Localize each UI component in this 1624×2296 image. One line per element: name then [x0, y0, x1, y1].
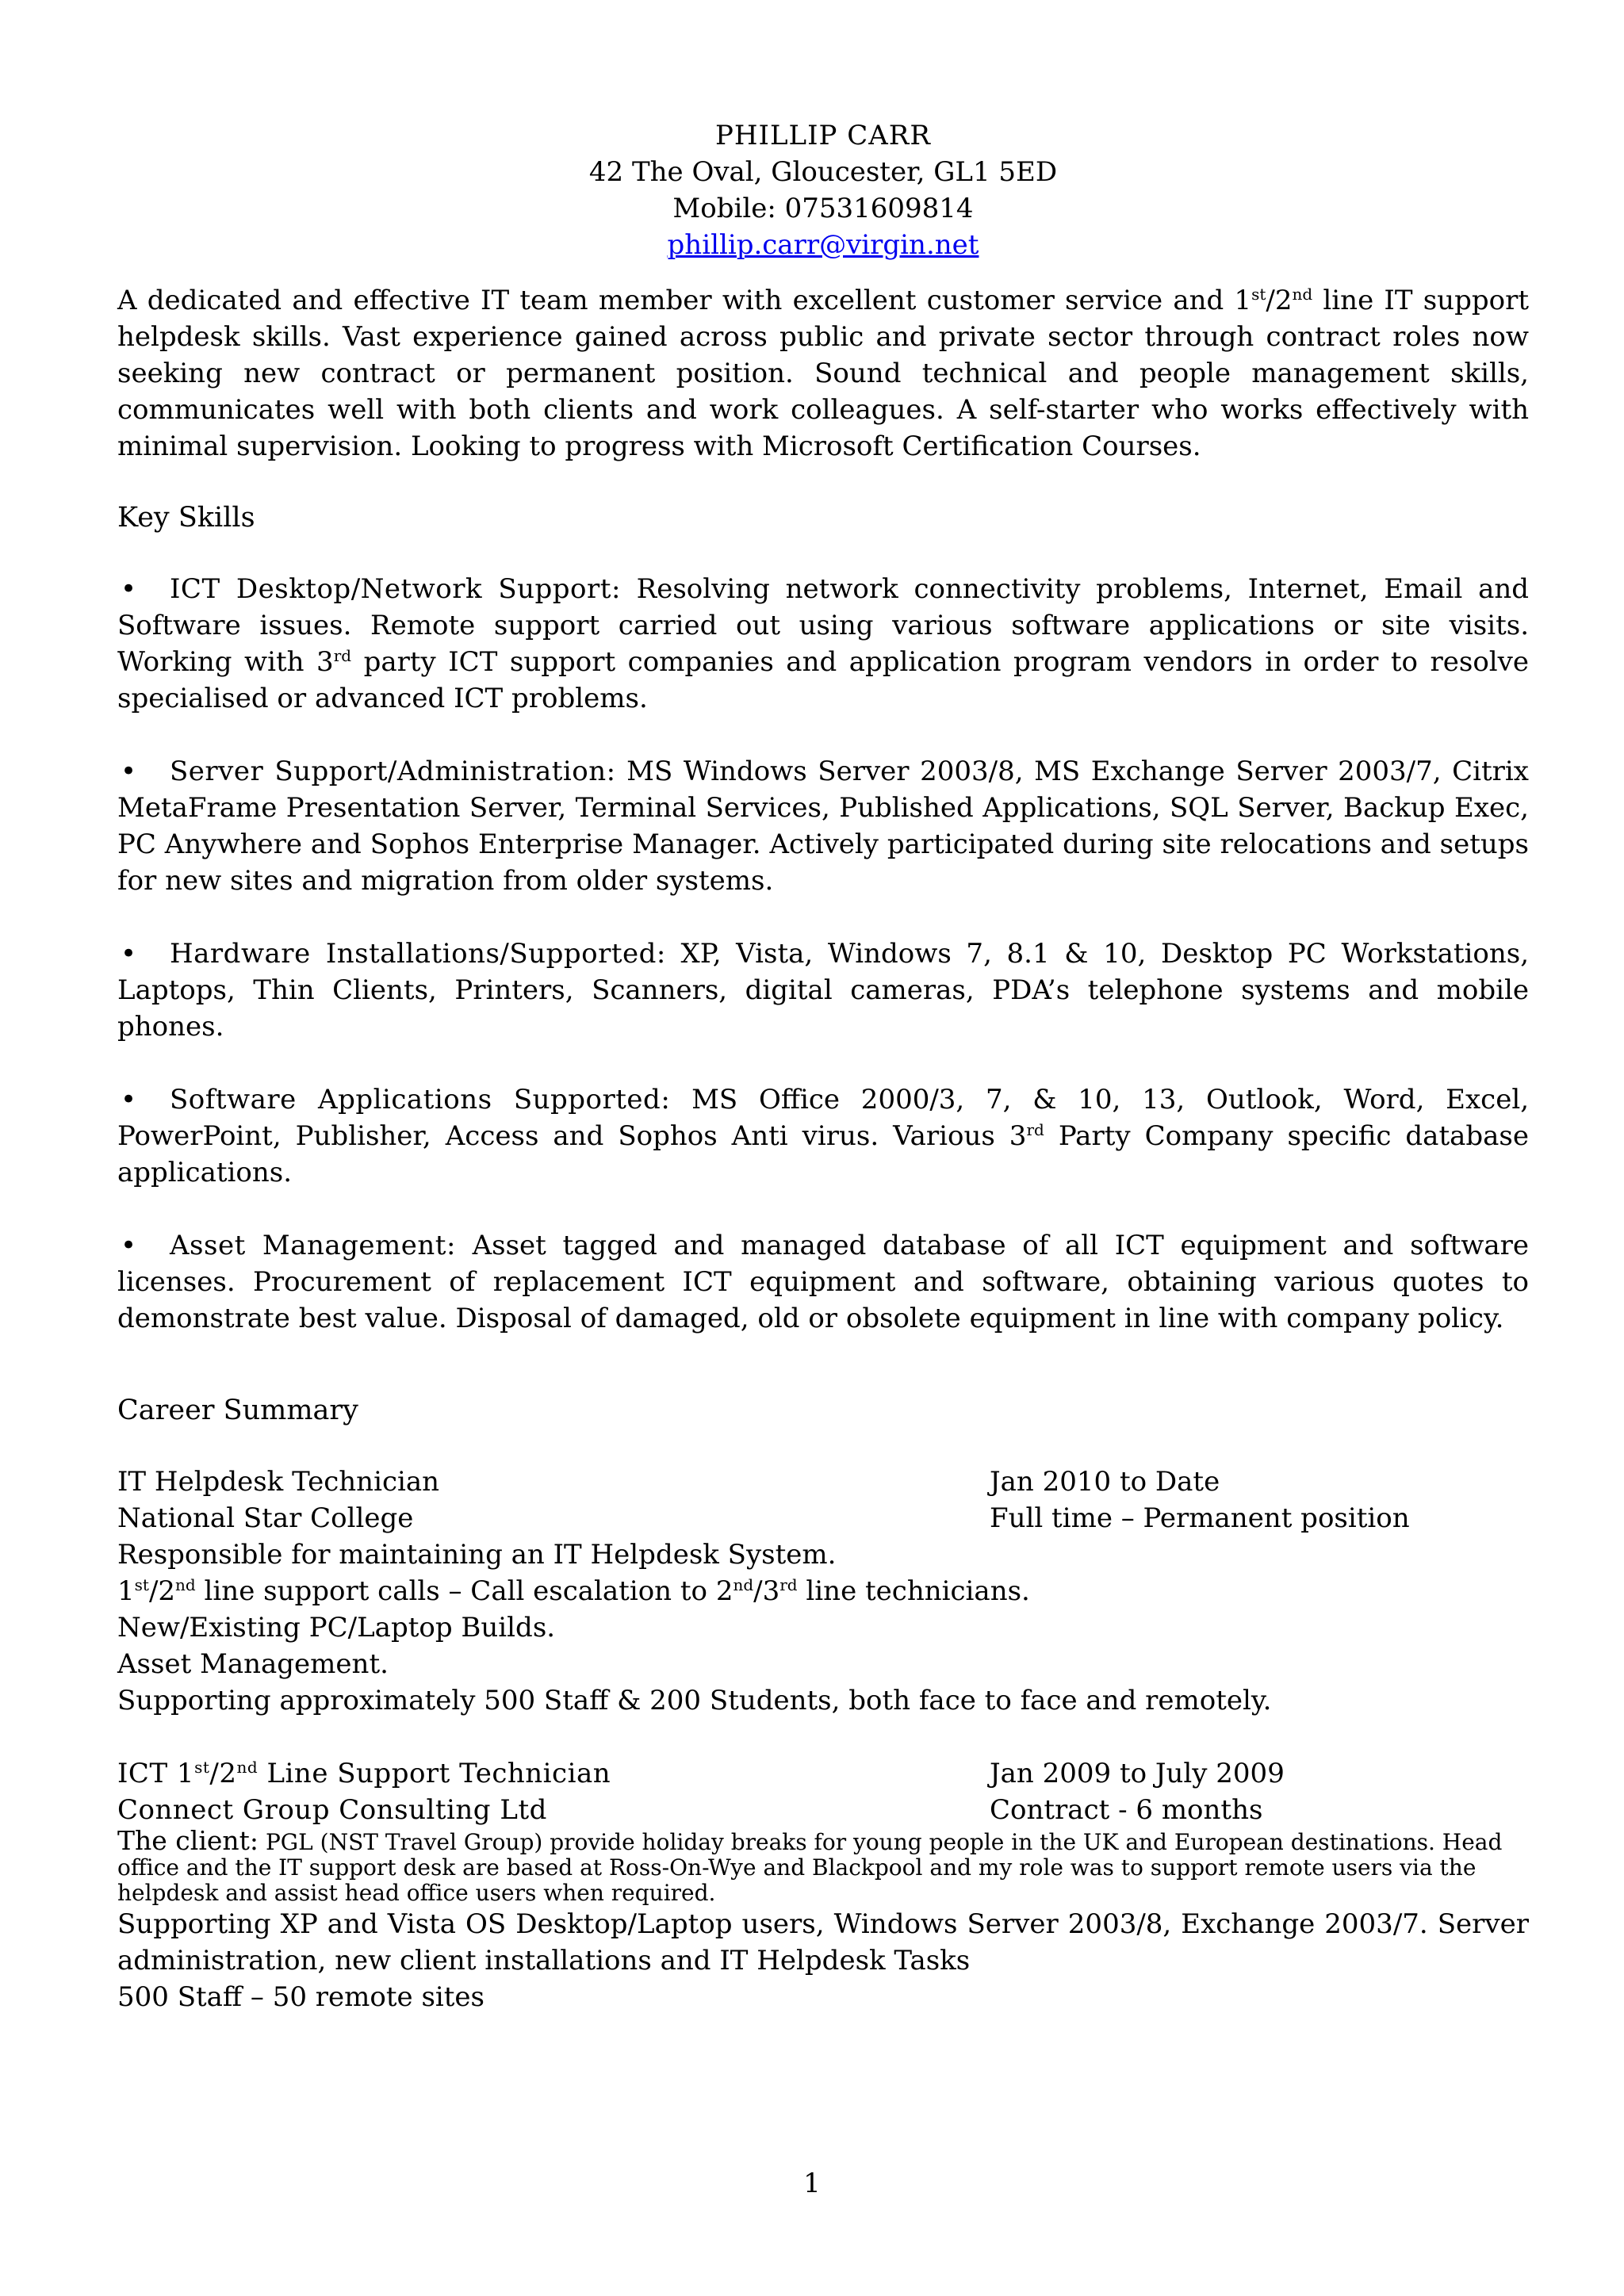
bullet-icon: • — [121, 938, 137, 970]
skill-hardware: • Hardware Installations/Supported: XP, Vista, Windows 7, 8.1 & 10, Desktop PC Workstations, Laptops, Thin Clients, Printers, Scanners, digital cameras, PDA’s telephone systems and mobile phones. — [117, 936, 1529, 1045]
job-entry — [117, 1464, 1529, 1719]
career-summary-heading: Career Summary — [117, 1395, 358, 1426]
bullet-icon: • — [121, 573, 137, 605]
job-duty: Supporting XP and Vista OS Desktop/Laptop users, Windows Server 2003/8, Exchange 2003/7. Server administration, new client installations and IT Helpdesk Tasks — [117, 1908, 1529, 1976]
email-link[interactable]: phillip.carr@virgin.net — [667, 229, 979, 261]
candidate-name: PHILLIP CARR — [715, 120, 931, 151]
employer: Connect Group Consulting Ltd — [117, 1794, 547, 1826]
job-dates: Jan 2010 to Date — [990, 1466, 1220, 1498]
job-entry — [117, 1755, 1529, 2015]
page-number: 1 — [803, 2168, 821, 2199]
resume-page — [117, 117, 1529, 2015]
job-title: ICT 1st/2nd Line Support Technician — [117, 1758, 611, 1789]
job-duty: 500 Staff – 50 remote sites — [117, 1981, 485, 2013]
skill-asset-management: • Asset Management: Asset tagged and managed database of all ICT equipment and software licenses. Procurement of replacement ICT equipment and software, obtaining various quotes to demonstrate best value. Disposal of damaged, old or obsolete equipment in line with company policy. — [117, 1227, 1529, 1337]
address: 42 The Oval, Gloucester, GL1 5ED — [588, 156, 1058, 188]
employment-type: Full time – Permanent position — [990, 1502, 1410, 1534]
profile-summary: A dedicated and effective IT team member with excellent customer service and 1st/2nd line IT support helpdesk skills. Vast experience gained across public and private sector through contract roles now seeking new contract or permanent position. Sound technical and people management skills, communicates well with both clients and work colleagues. A self-starter who works effectively with minimal supervision. Looking to progress with Microsoft Certification Courses. — [117, 285, 1529, 462]
skill-desktop-network: • ICT Desktop/Network Support: Resolving network connectivity problems, Internet, Email and Software issues. Remote support carried out using various software applications or site visits. Working with 3rd party ICT support companies and application program vendors in order to resolve specialised or advanced ICT problems. — [117, 571, 1529, 717]
client-description: The client: PGL (NST Travel Group) provide holiday breaks for young people in the UK and European destinations. Head office and the IT support desk are based at Ross-On-Wye and Blackpool and my role was to support remote users via the helpdesk and assist head office users when required. — [117, 1825, 1503, 1906]
mobile-number: Mobile: 07531609814 — [672, 193, 974, 224]
job-duty: New/Existing PC/Laptop Builds. — [117, 1612, 556, 1644]
skill-software: • Software Applications Supported: MS Office 2000/3, 7, & 10, 13, Outlook, Word, Excel, PowerPoint, Publisher, Access and Sophos Anti virus. Various 3rd Party Company specific database applications. — [117, 1081, 1529, 1191]
job-dates: Jan 2009 to July 2009 — [990, 1758, 1285, 1789]
job-duty: 1st/2nd line support calls – Call escalation to 2nd/3rd line technicians. — [117, 1575, 1030, 1607]
job-duty: Responsible for maintaining an IT Helpdesk System. — [117, 1539, 837, 1571]
skill-server-support: • Server Support/Administration: MS Windows Server 2003/8, MS Exchange Server 2003/7, Citrix MetaFrame Presentation Server, Terminal Services, Published Applications, SQL Server, Backup Exec, PC Anywhere and Sophos Enterprise Manager. Actively participated during site relocations and setups for new sites and migration from older systems. — [117, 753, 1529, 899]
bullet-icon: • — [121, 1230, 137, 1261]
job-title: IT Helpdesk Technician — [117, 1466, 440, 1498]
employment-type: Contract - 6 months — [990, 1794, 1263, 1826]
job-duty: Asset Management. — [117, 1648, 389, 1680]
bullet-icon: • — [121, 1084, 137, 1115]
contact-header — [117, 117, 1529, 263]
employer: National Star College — [117, 1502, 414, 1534]
bullet-icon: • — [121, 756, 137, 787]
key-skills-heading: Key Skills — [117, 502, 255, 534]
job-duty: Supporting approximately 500 Staff & 200 Students, both face to face and remotely. — [117, 1685, 1272, 1716]
